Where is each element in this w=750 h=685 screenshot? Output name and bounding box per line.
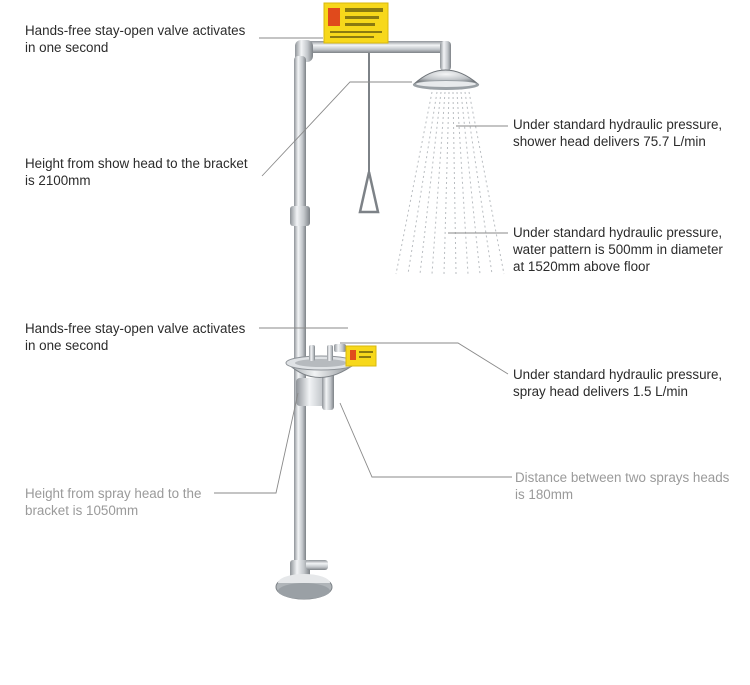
annotation-spray-height: Height from spray head to the bracket is 1050mm (25, 486, 202, 518)
annotation-water-pattern: Under standard hydraulic pressure, water pattern is 500mm in diameter at 1520mm above floor (513, 225, 723, 274)
annotation-spray-distance: Distance between two sprays heads is 180mm (515, 470, 730, 502)
main-vertical-pipe (294, 56, 306, 576)
annotation-spray-flow: Under standard hydraulic pressure, spray head delivers 1.5 L/min (513, 367, 723, 399)
annotation-shower-height: Height from show head to the bracket is 2100mm (25, 156, 248, 188)
shower-warning-sign (324, 3, 388, 43)
pull-rod-handle (360, 53, 378, 212)
annotation-shower-flow: Under standard hydraulic pressure, shower head delivers 75.7 L/min (513, 117, 723, 149)
shower-head (413, 70, 479, 90)
annotation-top-valve: Hands-free stay-open valve activates in one second (25, 23, 246, 55)
leader-lines (214, 38, 512, 493)
floor-base-flange (276, 574, 332, 599)
annotation-eyewash-valve: Hands-free stay-open valve activates in one second (25, 321, 246, 353)
water-spray-pattern (396, 92, 504, 274)
